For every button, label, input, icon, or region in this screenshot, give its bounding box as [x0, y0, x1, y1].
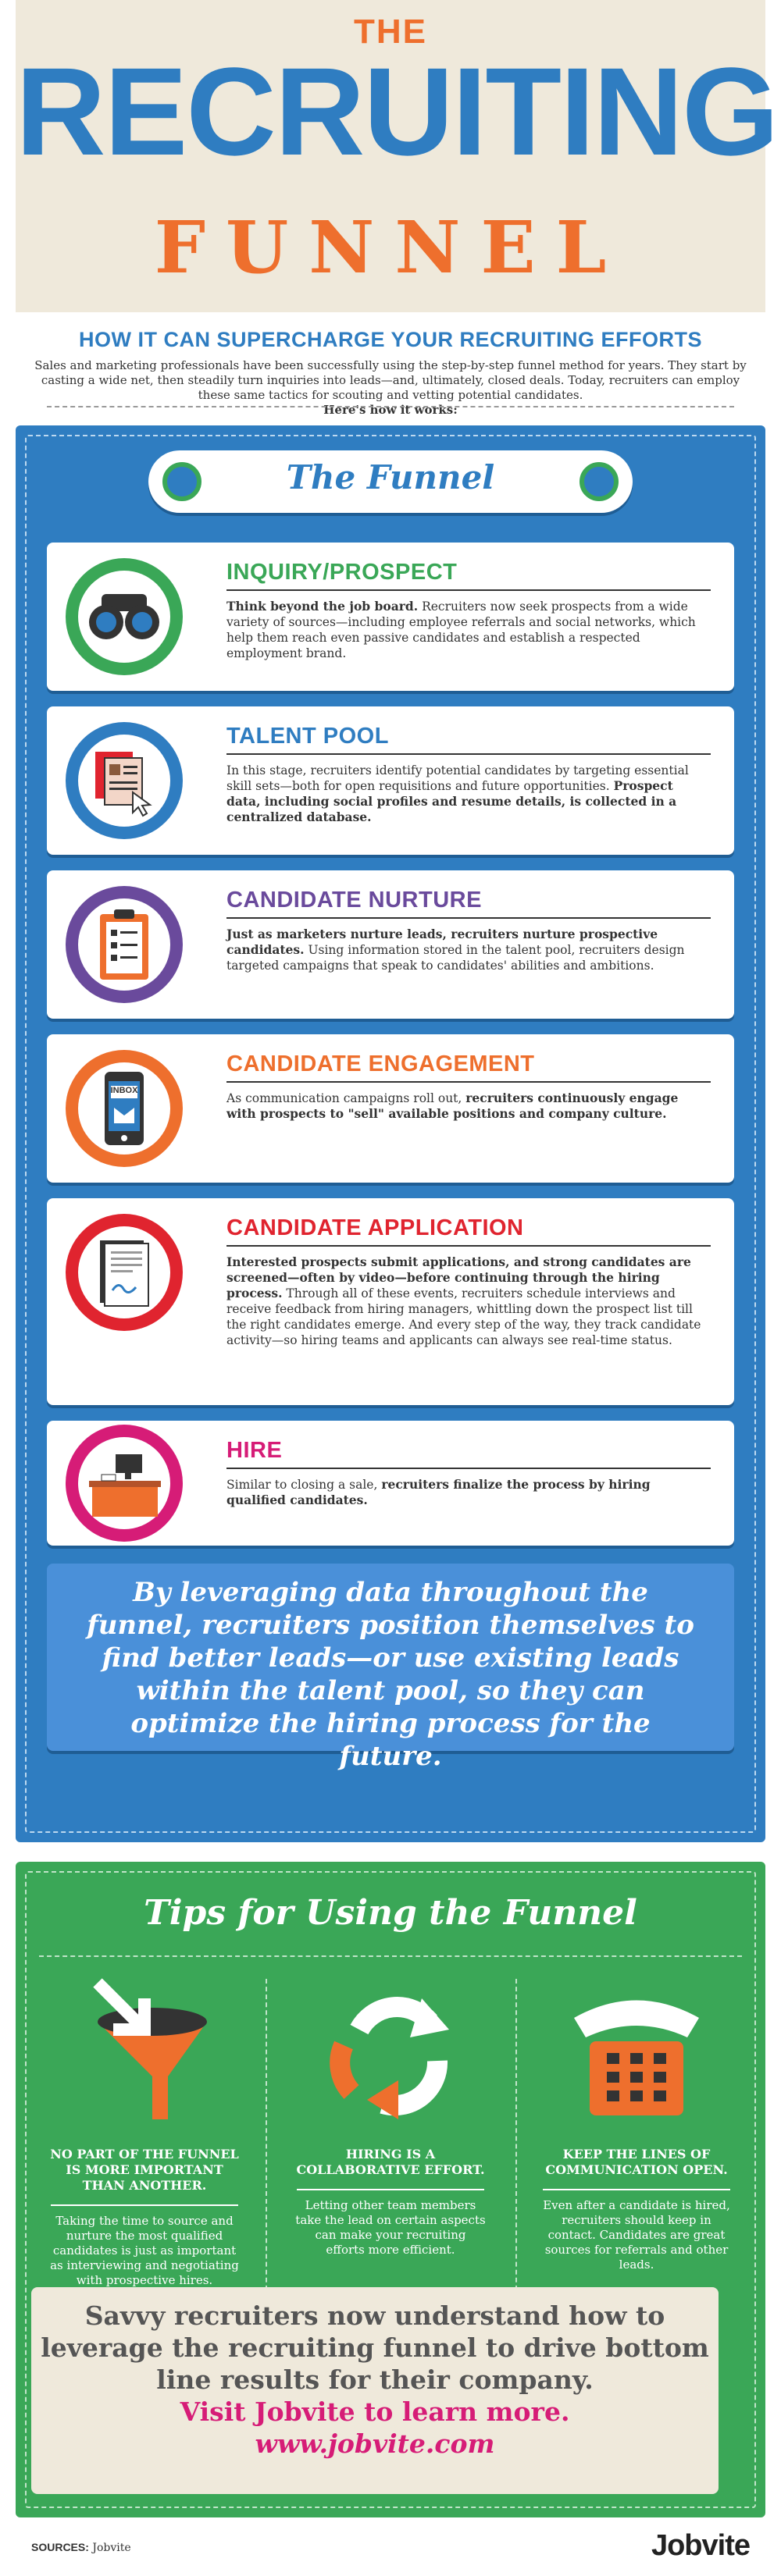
stage-candidate-application: [47, 1198, 734, 1405]
stage-description: Similar to closing a sale, recruiters finalize the process by hiring qualified candidates.: [226, 1477, 651, 1507]
stage-rule: [226, 1468, 711, 1469]
intro-body: Sales and marketing professionals have been successfully using the step-by-step funnel method for years. They start by casting a wide net, then steadily turn inquiries into leads—and, ultimately, closed deals. Today, recruiters can employ these same tactics for scouting and vetting potential candidates. Here's how it works:: [34, 358, 747, 417]
resumes-icon: [66, 722, 183, 839]
funnel-title-pill: [148, 450, 633, 513]
stage-rule: [226, 1081, 711, 1083]
funnel-arrow-icon: [66, 1975, 223, 2131]
stage-description: In this stage, recruiters identify potential candidates by targeting essential skill sets—both for open requisitions and future opportunities. Prospect data, including social profiles and resume details, is collected in a centralized database.: [226, 763, 689, 824]
stage-title: CANDIDATE NURTURE: [226, 888, 482, 913]
visit-jobvite-link[interactable]: Visit Jobvite to learn more.: [180, 2396, 570, 2427]
dot-icon: [580, 462, 619, 501]
title-subtitle: FUNNEL: [154, 205, 627, 290]
tip-rule: [543, 2189, 730, 2190]
sources-value: Jobvite: [88, 2542, 131, 2554]
final-callout: [31, 2287, 719, 2494]
stage-candidate-engagement: [47, 1034, 734, 1183]
final-message: Savvy recruiters now understand how to leverage the recruiting funnel to drive bottom line results for their company.: [41, 2300, 709, 2395]
tip-item: [31, 1975, 258, 2288]
stage-talent-pool: [47, 706, 734, 855]
stage-title: TALENT POOL: [226, 724, 389, 749]
desk-icon: [66, 1425, 183, 1542]
stage-title: CANDIDATE APPLICATION: [226, 1215, 524, 1240]
funnel-title: The Funnel: [286, 458, 495, 496]
stage-candidate-nurture: [47, 870, 734, 1019]
stage-hire: [47, 1421, 734, 1546]
title-the: THE: [354, 12, 427, 51]
clipboard-icon: [66, 886, 183, 1003]
intro-how: Here's how it works:: [323, 403, 458, 417]
stage-description: As communication campaigns roll out, recruiters continuously engage with prospects to "sell" available positions and company culture.: [226, 1091, 679, 1121]
stage-title: HIRE: [226, 1438, 283, 1463]
tip-item: [523, 1975, 750, 2272]
tips-title: Tips for Using the Funnel: [144, 1893, 637, 1933]
stage-rule: [226, 753, 711, 755]
sources-label: SOURCES:: [31, 2541, 89, 2553]
jobvite-logo: Jobvite: [651, 2529, 750, 2562]
tip-heading: HIRING IS A COLLABORATIVE EFFORT.: [296, 2147, 485, 2177]
tip-text: Taking the time to source and nurture the most qualified candidates is just as important as interviewing and negotiating with prospective hires.: [50, 2214, 239, 2287]
stage-description: Think beyond the job board. Recruiters now seek prospects from a wide variety of sources—including employee referrals and social networks, which help them reach even passive candidates and establish a respected employment brand.: [226, 599, 696, 660]
telephone-icon: [558, 1975, 715, 2131]
binoculars-icon: [66, 558, 183, 675]
jobvite-url-link[interactable]: www.jobvite.com: [255, 2428, 495, 2459]
divider: [47, 406, 734, 407]
document-icon: [66, 1214, 183, 1331]
tip-rule: [51, 2204, 238, 2206]
funnel-section: [16, 425, 765, 1842]
stage-rule: [226, 1245, 711, 1247]
conclusion-text: By leveraging data throughout the funnel, recruiters position themselves to find better leads—or use existing leads within the talent pool, so they can optimize the hiring process for the future.: [87, 1577, 694, 1772]
tip-item: [277, 1975, 504, 2258]
sources: [31, 2541, 131, 2554]
stage-rule: [226, 917, 711, 919]
stage-description: Just as marketers nurture leads, recruiters nurture prospective candidates. Using information stored in the talent pool, recruiters design targeted campaigns that speak to candidates' abilities and ambitions.: [226, 927, 685, 973]
stage-rule: [226, 589, 711, 591]
recycle-arrows-icon: [312, 1975, 469, 2131]
inbox-label: INBOX: [110, 1086, 138, 1095]
tip-heading: NO PART OF THE FUNNEL IS MORE IMPORTANT THAN ANOTHER.: [50, 2147, 239, 2193]
stage-title: INQUIRY/PROSPECT: [226, 560, 458, 585]
tips-rule: [39, 1955, 742, 1957]
title-main: RECRUITING: [16, 41, 778, 181]
tip-text: Even after a candidate is hired, recruiters should keep in contact. Candidates are great sources for referrals and other leads.: [543, 2198, 730, 2272]
tip-heading: KEEP THE LINES OF COMMUNICATION OPEN.: [545, 2147, 728, 2177]
tip-rule: [297, 2189, 484, 2190]
stage-description: Interested prospects submit applications, and strong candidates are screened—often by video—before continuing through the hiring process. Through all of these events, recruiters schedule interviews and receive feedback from hiring managers, whittling down the prospect list till the right candidates emerge. And every step of the way, they track candidate activity—so hiring teams and applicants can always see real-time status.: [226, 1254, 701, 1347]
phone-inbox-icon: [66, 1050, 183, 1167]
stage-title: CANDIDATE ENGAGEMENT: [226, 1051, 535, 1076]
funnel-conclusion: [47, 1564, 734, 1772]
intro: [31, 328, 750, 418]
tip-text: Letting other team members take the lead on certain aspects can make your recruiting efforts more efficient.: [295, 2198, 486, 2257]
intro-heading: HOW IT CAN SUPERCHARGE YOUR RECRUITING EFFORTS: [78, 328, 703, 351]
header-banner: [16, 0, 778, 312]
stage-inquiry-prospect: [47, 543, 734, 691]
